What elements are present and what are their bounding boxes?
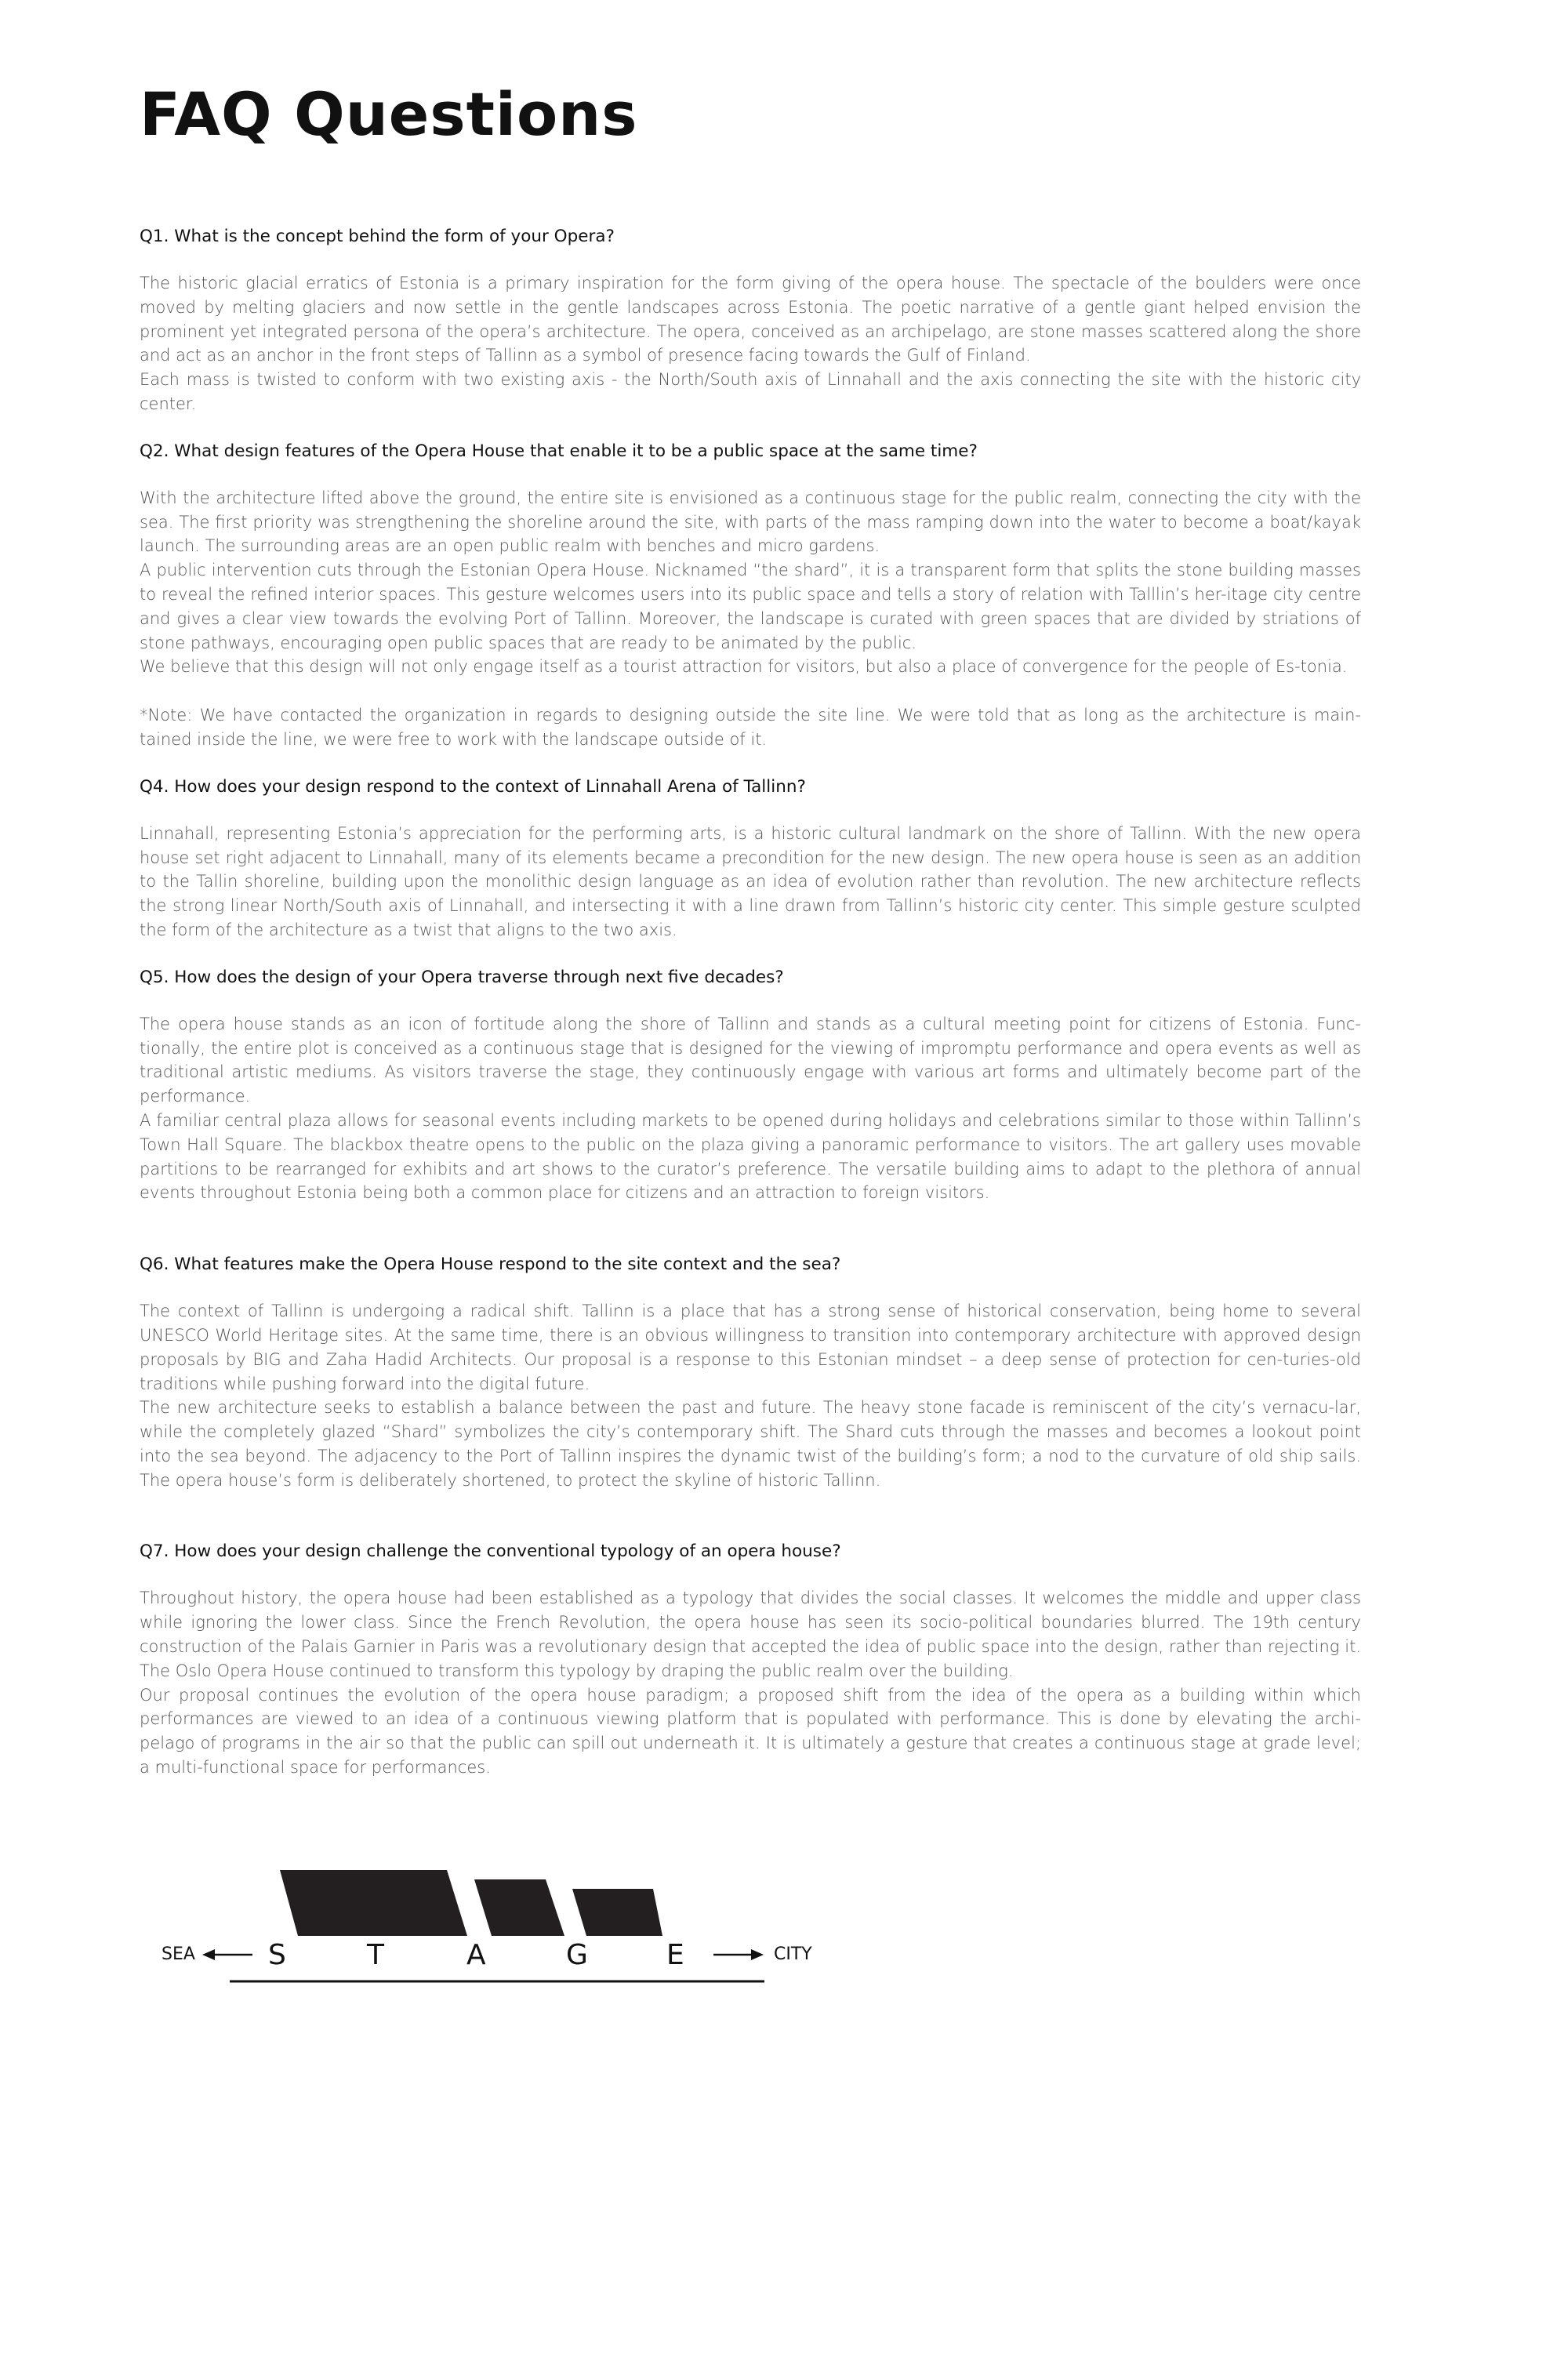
building-mass-small	[572, 1889, 662, 1936]
faq-item-q2	[140, 441, 1361, 679]
answer-paragraph: Our proposal continues the evolution of the opera house paradigm; a proposed shift from the idea of the opera as a building within which performances are viewed to an idea of a continuous viewing platform that is populated with performance. This is done by elevating the archi-pelago of programs in the air so that the public can spill out underneath it. It is ultimately a gesture that creates a continuous stage at grade level; a multi-functional space for performances.	[140, 1685, 1361, 1777]
site-line-note	[140, 703, 1361, 752]
answer-q4	[140, 822, 1361, 942]
answer-paragraph: Each mass is twisted to conform with two existing axis - the North/South axis of Linnahall and the axis connecting the site with the historic city center.	[140, 370, 1361, 413]
city-label: CITY	[774, 1944, 812, 1964]
faq-item-q5	[140, 967, 1361, 1205]
answer-paragraph: The opera house stands as an icon of fortitude along the shore of Tallinn and stands as a cultural meeting point for citizens of Estonia. Func-tionally, the entire plot is conceived as a continuous stage that is designed for the viewing of impromptu performance and opera events as well as traditional artistic mediums. As visitors traverse the stage, they continuously engage with various art forms and ultimately become part of the performance.	[140, 1014, 1361, 1106]
question-q1: Q1. What is the concept behind the form of your Opera?	[140, 227, 615, 246]
question-q7: Q7. How does your design challenge the conventional typology of an opera house?	[140, 1541, 841, 1562]
answer-q7	[140, 1586, 1361, 1779]
answer-paragraph: The new architecture seeks to establish a balance between the past and future. The heavy stone facade is reminiscent of the city’s vernacu-lar, while the completely glazed “Shard” symbolizes the city’s contemporary shift. The Shard cuts through the masses and becomes a lookout point into the sea beyond. The adjacency to the Port of Tallinn inspires the dynamic twist of the building’s form; a nod to the curvature of old ship sails. The opera house’s form is deliberately shortened, to protect the skyline of historic Tallinn.	[140, 1398, 1361, 1490]
answer-paragraph: The context of Tallinn is undergoing a radical shift. Tallinn is a place that has a strong sense of historical conservation, being home to several UNESCO World Heritage sites. At the same time, there is an obvious willingness to transition into contemporary architecture with approved design proposals by BIG and Zaha Hadid Architects. Our proposal is a response to this Estonian mindset – a deep sense of protection for cen-turies-old traditions while pushing forward into the digital future.	[140, 1302, 1361, 1393]
answer-paragraph: We believe that this design will not only engage itself as a tourist attraction for visitors, but also a place of convergence for the people of Es-tonia.	[140, 657, 1348, 677]
answer-paragraph: A public intervention cuts through the Estonian Opera House. Nicknamed “the shard”, it is a transparent form that splits the stone building masses to reveal the refined interior spaces. This gesture welcomes users into its public space and tells a story of relation with Talllin’s her-itage city centre and gives a clear view towards the evolving Port of Tallinn. Moreover, the landscape is curated with green spaces that are divided by striations of stone pathways, encouraging open public spaces that are ready to be animated by the public.	[140, 561, 1361, 652]
question-q4: Q4. How does your design respond to the context of Linnahall Arena of Tallinn?	[140, 776, 806, 797]
arrow-right-icon	[713, 1949, 764, 1960]
question-q6: Q6. What features make the Opera House respond to the site context and the sea?	[140, 1255, 841, 1275]
answer-paragraph: Linnahall, representing Estonia’s appreciation for the performing arts, is a historic cultural landmark on the shore of Tallinn. With the new opera house set right adjacent to Linnahall, many of its elements became a precondition for the new design. The new opera house is seen as an addition to the Tallin shoreline, building upon the monolithic design language as an idea of evolution rather than revolution. The new architecture reflects the strong linear North/South axis of Linnahall, and intersecting it with a line drawn from Tallinn’s historic city center. This simple gesture sculpted the form of the architecture as a twist that aligns to the two axis.	[140, 823, 1361, 939]
answer-q1	[140, 271, 1361, 416]
answer-paragraph: Throughout history, the opera house had been established as a typology that divides the social classes. It welcomes the middle and upper class while ignoring the lower class. Since the French Revolution, the opera house has seen its socio-political boundaries blurred. The 19th century construction of the Palais Garnier in Paris was a revolutionary design that accepted the idea of public space into the design, rather than rejecting it. The Oslo Opera House continued to transform this typology by draping the public realm over the building.	[140, 1589, 1361, 1680]
answer-q2	[140, 486, 1361, 679]
answer-paragraph: With the architecture lifted above the ground, the entire site is envisioned as a continuous stage for the public realm, connecting the city with the sea. The first priority was strengthening the shoreline around the site, with parts of the mass ramping down into the water to become a boat/kayak launch. The surrounding areas are an open public realm with benches and micro gardens.	[140, 488, 1361, 556]
faq-item-q7	[140, 1541, 1361, 1779]
answer-q5	[140, 1012, 1361, 1205]
faq-item-q4	[140, 776, 1361, 942]
building-mass-medium	[474, 1879, 564, 1936]
stage-diagram-graphic	[157, 1870, 823, 1995]
note-text: *Note: We have contacted the organization in regards to designing outside the site line. We were told that as long as the architecture is main-tained inside the line, we were free to work with the landscape outside of it.	[140, 706, 1361, 749]
faq-item-q6	[140, 1254, 1361, 1492]
page-title: FAQ Questions	[140, 79, 638, 149]
question-q2: Q2. What design features of the Opera House that enable it to be a public space at the same time?	[140, 441, 978, 461]
stage-diagram	[157, 1870, 823, 1995]
answer-paragraph: The historic glacial erratics of Estonia is a primary inspiration for the form giving of the opera house. The spectacle of the boulders were once moved by melting glaciers and now settle in the gentle landscapes across Estonia. The poetic narrative of a gentle giant helped envision the prominent yet integrated persona of the opera’s architecture. The opera, conceived as an archipelago, are stone masses scattered along the shore and act as an anchor in the front steps of Tallinn as a symbol of presence facing towards the Gulf of Finland.	[140, 274, 1361, 365]
sea-label: SEA	[162, 1944, 195, 1964]
faq-content	[140, 226, 1361, 1804]
building-mass-large	[280, 1870, 467, 1936]
answer-paragraph: A familiar central plaza allows for seasonal events including markets to be opened during holidays and celebrations similar to those within Tallinn’s Town Hall Square. The blackbox theatre opens to the public on the plaza giving a panoramic performance to visitors. The art gallery uses movable partitions to be rearranged for exhibits and art shows to the curator’s preference. The versatile building aims to adapt to the plethora of annual events throughout Estonia being both a common place for citizens and an attraction to foreign visitors.	[140, 1110, 1361, 1203]
stage-letter: E	[666, 1939, 684, 1971]
answer-q6	[140, 1299, 1361, 1492]
stage-letter: A	[466, 1939, 486, 1971]
arrow-left-icon	[202, 1949, 252, 1960]
faq-item-q1	[140, 226, 1361, 416]
stage-letter: T	[367, 1939, 384, 1971]
stage-letter: S	[268, 1939, 286, 1971]
stage-letter: G	[566, 1939, 588, 1971]
question-q5: Q5. How does the design of your Opera traverse through next five decades?	[140, 967, 784, 987]
